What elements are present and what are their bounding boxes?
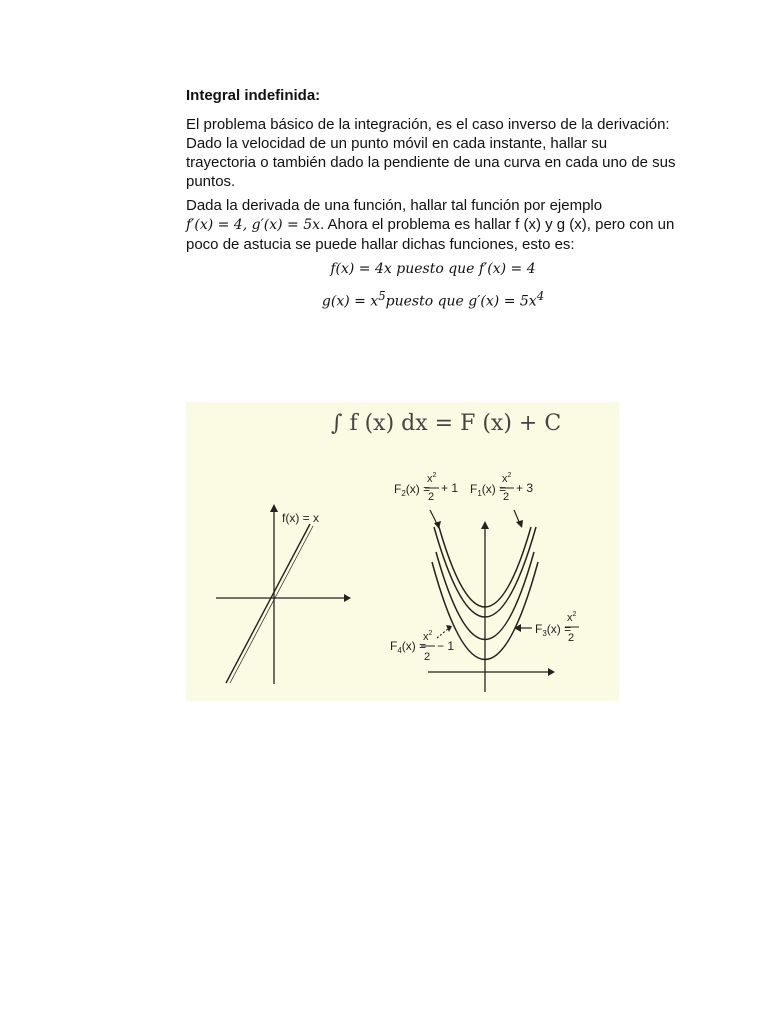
svg-text:F4(x) =: $F_4(x)$ = (390, 639, 427, 655)
svg-text:− 1: − 1 (437, 639, 455, 653)
svg-text:x2: $x^2$ (423, 630, 433, 643)
svg-text:F3(x) =: $F_3(x)$ = (535, 622, 572, 638)
right-x-axis-arrow (548, 668, 555, 676)
integral-diagram (186, 402, 619, 701)
svg-text:F1(x) =: $F_1(x)$ = (470, 482, 507, 498)
right-graph (390, 472, 579, 692)
example-derivatives-math: f′(x) = 4, g′(x) = 5x (186, 217, 321, 233)
label-F1 (470, 472, 533, 503)
label-F2 (394, 472, 458, 503)
right-y-axis-arrow (481, 521, 489, 529)
svg-text:x2: $x^2$ (567, 611, 577, 624)
example-rest-text: . Ahora el problema es hallar f (x) y g (x), pero con un poco de astucia se puede hallar dichas funciones, esto es: (186, 216, 675, 253)
left-graph-label: f(x) = x (282, 511, 320, 525)
label-F4 (390, 630, 454, 663)
svg-text:x2: $x^2$ (427, 472, 437, 485)
svg-text:2: 2 (424, 651, 431, 663)
equation-f: f(x) = 4x puesto que f′(x) = 4 (330, 261, 536, 277)
label-F3 (535, 611, 579, 644)
left-y-axis-arrow (270, 504, 278, 512)
left-graph (216, 504, 351, 684)
left-x-axis-arrow (344, 594, 351, 602)
line-f-x-shadow (230, 526, 313, 683)
svg-text:F2(x) =: $F_2(x)$ = (394, 482, 431, 498)
svg-text:+ 3: + 3 (516, 481, 534, 495)
integral-figure (186, 402, 619, 701)
example-paragraph (186, 196, 680, 254)
integral-formula: ∫ f (x) dx = F (x) + C (331, 411, 562, 436)
svg-text:2: 2 (428, 491, 435, 503)
intro-paragraph: El problema básico de la integración, es el caso inverso de la derivación: Dado la velocidad de un punto móvil en cada instante, hallar su trayectoria o también dado la pendiente de una curva en cada uno de sus puntos. (186, 116, 676, 190)
svg-text:2: 2 (568, 632, 575, 644)
line-f-x (226, 524, 310, 683)
equation-g: $g(x) = x^5puesto$ que $g'(x) = 5x^4$ (321, 289, 545, 310)
section-heading: Integral indefinida: (186, 87, 321, 104)
svg-text:2: 2 (503, 491, 510, 503)
svg-text:x2: $x^2$ (502, 472, 512, 485)
svg-text:+ 1: + 1 (441, 481, 459, 495)
example-intro-text: Dada la derivada de una función, hallar tal función por ejemplo (186, 197, 603, 214)
